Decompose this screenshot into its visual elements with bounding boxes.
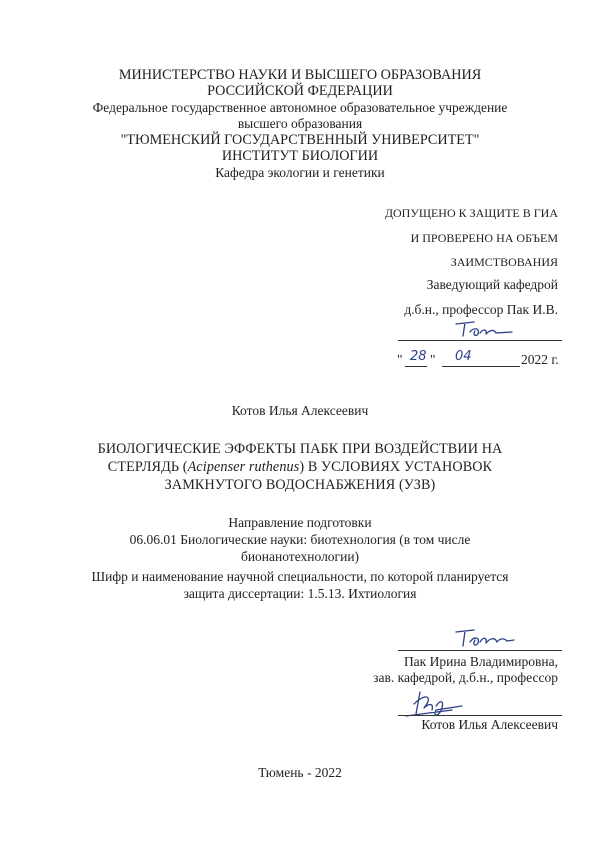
thesis-title-line-2 (0, 459, 600, 475)
direction-code-cont: бионанотехнологии) (240, 549, 360, 564)
head-of-department-name: д.б.н., профессор Пак И.В. (404, 302, 558, 317)
thesis-title-line-3: ЗАМКНУТОГО ВОДОСНАБЖЕНИЯ (УЗВ) (164, 477, 436, 493)
specialty-line-1: Шифр и наименование научной специальности, по которой планируется (91, 569, 509, 584)
approval-line-3: ЗАИМСТВОВАНИЯ (450, 255, 558, 269)
education-level-line: высшего образования (237, 116, 363, 131)
head-signature (452, 318, 522, 342)
student-signature-line (398, 715, 562, 716)
approval-line-2: И ПРОВЕРЕНО НА ОБЪЕМ (410, 231, 558, 245)
head-of-department-title: Заведующий кафедрой (426, 277, 558, 292)
date-month-underline (442, 366, 520, 367)
federation-line: РОССИЙСКОЙ ФЕДЕРАЦИИ (207, 83, 393, 99)
date-quote-close: " (430, 352, 436, 367)
specialty-line-2: защита диссертации: 1.5.13. Ихтиология (183, 586, 417, 601)
institute-name: ИНСТИТУТ БИОЛОГИИ (221, 148, 379, 164)
ministry-line: МИНИСТЕРСТВО НАУКИ И ВЫСШЕГО ОБРАЗОВАНИЯ (118, 67, 482, 83)
direction-label: Направление подготовки (228, 515, 372, 530)
supervisor-signature (452, 626, 522, 652)
thesis-title-suffix: ) В УСЛОВИЯХ УСТАНОВОК (299, 459, 493, 475)
thesis-title-line-1: БИОЛОГИЧЕСКИЕ ЭФФЕКТЫ ПАБК ПРИ ВОЗДЕЙСТВИИ НА (97, 441, 503, 457)
institution-type-line: Федеральное государственное автономное образовательное учреждение (92, 100, 508, 115)
university-name: "ТЮМЕНСКИЙ ГОСУДАРСТВЕННЫЙ УНИВЕРСИТЕТ" (120, 132, 480, 148)
author-name: Котов Илья Алексеевич (231, 403, 369, 418)
date-day: 28 (410, 349, 427, 364)
supervisor-position: зав. кафедрой, д.б.н., профессор (373, 670, 558, 685)
thesis-title-prefix: СТЕРЛЯДЬ ( (107, 459, 188, 475)
supervisor-name: Пак Ирина Владимировна, (403, 654, 558, 669)
date-year: 2022 г. (521, 352, 559, 367)
species-latin-name: Acipenser ruthenus (187, 459, 300, 475)
city-year: Тюмень - 2022 (258, 765, 342, 780)
student-name: Котов Илья Алексеевич (421, 717, 558, 732)
approval-line-1: ДОПУЩЕНО К ЗАЩИТЕ В ГИА (384, 206, 558, 220)
date-day-underline (405, 366, 427, 367)
date-month: 04 (455, 349, 472, 364)
direction-code: 06.06.01 Биологические науки: биотехнология (в том числе (129, 532, 471, 547)
date-quote-open: " (397, 352, 403, 367)
department-name: Кафедра экологии и генетики (215, 165, 385, 180)
